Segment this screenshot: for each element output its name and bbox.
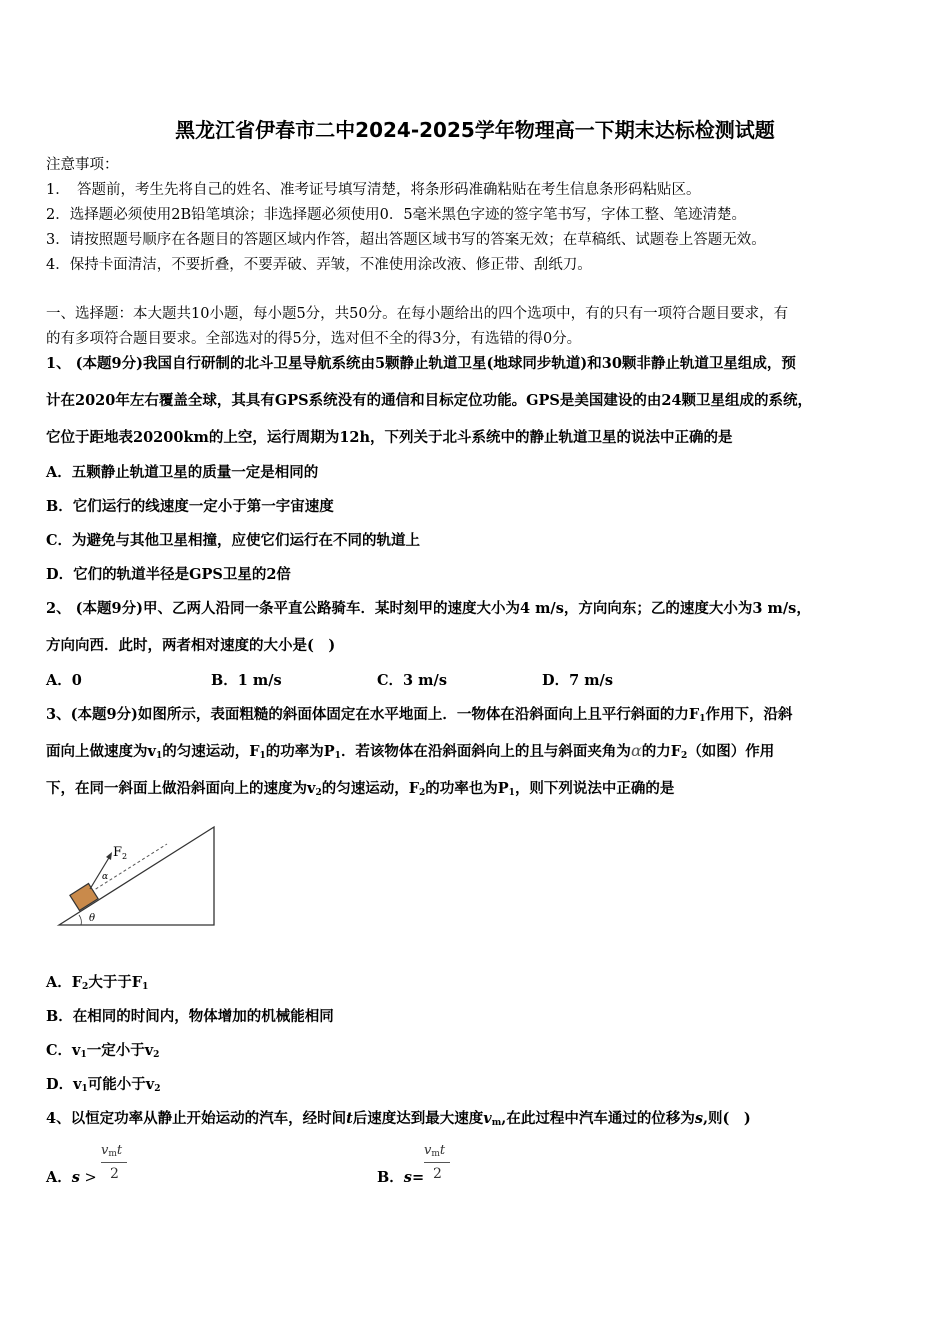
question-1-text: 它位于距地表20200km的上空，运行周期为12h，下列关于北斗系统中的静止轨道卫星的说法中正确的是 <box>46 429 733 446</box>
question-3-text: 下，在同一斜面上做沿斜面向上的速度为$v_2$的匀速运动，$F_2$的功率也为$P_1$，则下列说法中正确的是 <box>46 780 675 798</box>
q3-option-b: B．在相同的时间内，物体增加的机械能相同 <box>46 1008 334 1025</box>
q1-option-d: D．它们的轨道半径是GPS卫星的2倍 <box>46 566 291 583</box>
alpha-angle-label: α <box>102 872 109 882</box>
q2-option-a: A．0 <box>46 672 82 689</box>
incline-triangle <box>59 827 214 925</box>
question-1-text: 1、 (本题9分)我国自行研制的北斗卫星导航系统由5颗静止轨道卫星(地球同步轨道)和30颗非静止轨道卫星组成，预 <box>46 355 796 372</box>
q1-option-c: C．为避免与其他卫星相撞，应使它们运行在不同的轨道上 <box>46 532 421 549</box>
incline-figure <box>55 822 220 930</box>
q3-option-d: D．$v_1$可能小于$v_2$ <box>46 1076 161 1094</box>
theta-angle-label: θ <box>89 913 96 924</box>
question-2-text: 方向向西．此时，两者相对速度的大小是( ) <box>46 637 336 654</box>
q2-option-c: C．3 m/s <box>377 672 447 689</box>
q1-option-a: A．五颗静止轨道卫星的质量一定是相同的 <box>46 464 319 481</box>
theta-arc <box>79 915 81 925</box>
note-item: 4．保持卡面清洁，不要折叠，不要弄破、弄皱，不准使用涂改液、修正带、刮纸刀。 <box>46 257 592 273</box>
q2-option-b: B．1 m/s <box>211 672 282 689</box>
q2-option-d: D．7 m/s <box>542 672 614 689</box>
notes-heading: 注意事项： <box>46 157 119 173</box>
question-1-text: 计在2020年左右覆盖全球，其具有GPS系统没有的通信和目标定位功能。GPS是美国建设的由24颗卫星组成的系统， <box>46 392 813 409</box>
q3-option-a: A．$F_2$大于于$F_1$ <box>46 974 149 992</box>
section-intro: 的有多项符合题目要求。全部选对的得5分，选对但不全的得3分，有选错的得0分。 <box>46 331 582 347</box>
block-object <box>70 884 98 911</box>
exam-page: 黑龙江省伊春市二中2024-2025学年物理高一下期末达标检测试题 注意事项： 1． 答题前，考生先将自己的姓名、准考证号填写清楚，将条形码准确粘贴在考生信息条形码粘贴区。 2．选择题必须使用2B铅笔填涂；非选择题必须使用0．5毫米黑色字迹的签字笔书写，字体工整、笔迹清楚。 3．请按照题号顺序在各题目的答题区域内作答，超出答题区域书写的答案无效；在草稿纸、试题卷上答题无效。 4．保持卡面清洁，不要折叠，不要弄破、弄皱，不准使用涂改液、修正带、刮纸刀。 一、选择题：本大题共10小题，每小题5分，共50分。在每小题给出的四个选项中，有的只有一项符合题目要求，有 的有多项符合题目要求。全部选对的得5分，选对但不全的得3分，有选错的得0分。 1、 (本题9分)我国自行研制的北斗卫星导航系统由5颗静止轨道卫星(地球同步轨道)和30颗非静止轨道卫星组成，预 计在2020年左右覆盖全球，其具有GPS系统没有的通信和目标定位功能。GPS是美国建设的由24颗卫星组成的系统， 它位于距地表20200km的上空，运行周期为12h，下列关于北斗系统中的静止轨道卫星的说法中正确的是 A．五颗静止轨道卫星的质量一定是相同的 B．它们运行的线速度一定小于第一宇宙速度 C．为避免与其他卫星相撞，应使它们运行在不同的轨道上 D．它们的轨道半径是GPS卫星的2倍 2、 (本题9分)甲、乙两人沿同一条平直公路骑车．某时刻甲的速度大小为4 m/s，方向向东；乙的速度大小为3 m/s， 方向向西．此时，两者相对速度的大小是( ) A．0 B．1 m/s C．3 m/s D．7 m/s 3、(本题9分)如图所示，表面粗糙的斜面体固定在水平地面上．一物体在沿斜面向上且平行斜面的力$F_1$作用下，沿斜 面向上做速度为$v_1$的匀速运动，$F_1$的功率为$P_1$．若该物体在沿斜面斜向上的且与斜面夹角为α的力$F_2$（如图）作用 下，在同一斜面上做沿斜面向上的速度为$v_2$的匀速运动，$F_2$的功率也为$P_1$，则下列说法中正确的是 $F_2$ α θ A．$F_2$大于于$F_1$ B．在相同的时间内，物体增加的机械能相同 C．$v_1$一定小于$v_2$ D．$v_1$可能小于$v_2$ 4、以恒定功率从静止开始运动的汽车，经时间t后速度达到最大速度$v_m$,在此过程中汽车通过的位移为s,则( ) A．s > $v_mt$ 2 B．s= $v_mt$ 2 <box>0 0 950 1344</box>
note-item: 1． 答题前，考生先将自己的姓名、准考证号填写清楚，将条形码准确粘贴在考生信息条形码粘贴区。 <box>46 182 701 198</box>
page-title: 黑龙江省伊春市二中2024-2025学年物理高一下期末达标检测试题 <box>175 118 775 142</box>
q3-option-c: C．$v_1$一定小于$v_2$ <box>46 1042 160 1060</box>
question-4-text: 4、以恒定功率从静止开始运动的汽车，经时间t后速度达到最大速度$v_m$,在此过程中汽车通过的位移为s,则( ) <box>46 1110 751 1128</box>
question-2-text: 2、 (本题9分)甲、乙两人沿同一条平直公路骑车．某时刻甲的速度大小为4 m/s，方向向东；乙的速度大小为3 m/s， <box>46 600 811 617</box>
question-3-text: 3、(本题9分)如图所示，表面粗糙的斜面体固定在水平地面上．一物体在沿斜面向上且平行斜面的力$F_1$作用下，沿斜 <box>46 706 793 724</box>
q1-option-b: B．它们运行的线速度一定小于第一宇宙速度 <box>46 498 334 515</box>
section-intro: 一、选择题：本大题共10小题，每小题5分，共50分。在每小题给出的四个选项中，有的只有一项符合题目要求，有 <box>46 306 789 322</box>
force-f2-arrowhead <box>106 852 112 860</box>
force-f2-label: $F_2$ <box>113 845 128 861</box>
note-item: 2．选择题必须使用2B铅笔填涂；非选择题必须使用0．5毫米黑色字迹的签字笔书写，字体工整、笔迹清楚。 <box>46 207 747 223</box>
q4-option-b: B．s= <box>377 1169 425 1186</box>
note-item: 3．请按照题号顺序在各题目的答题区域内作答，超出答题区域书写的答案无效；在草稿纸、试题卷上答题无效。 <box>46 232 766 248</box>
question-3-text: 面向上做速度为$v_1$的匀速运动，$F_1$的功率为$P_1$．若该物体在沿斜面斜向上的且与斜面夹角为α的力$F_2$（如图）作用 <box>46 741 775 761</box>
q4-option-a: A．s > <box>46 1169 97 1186</box>
